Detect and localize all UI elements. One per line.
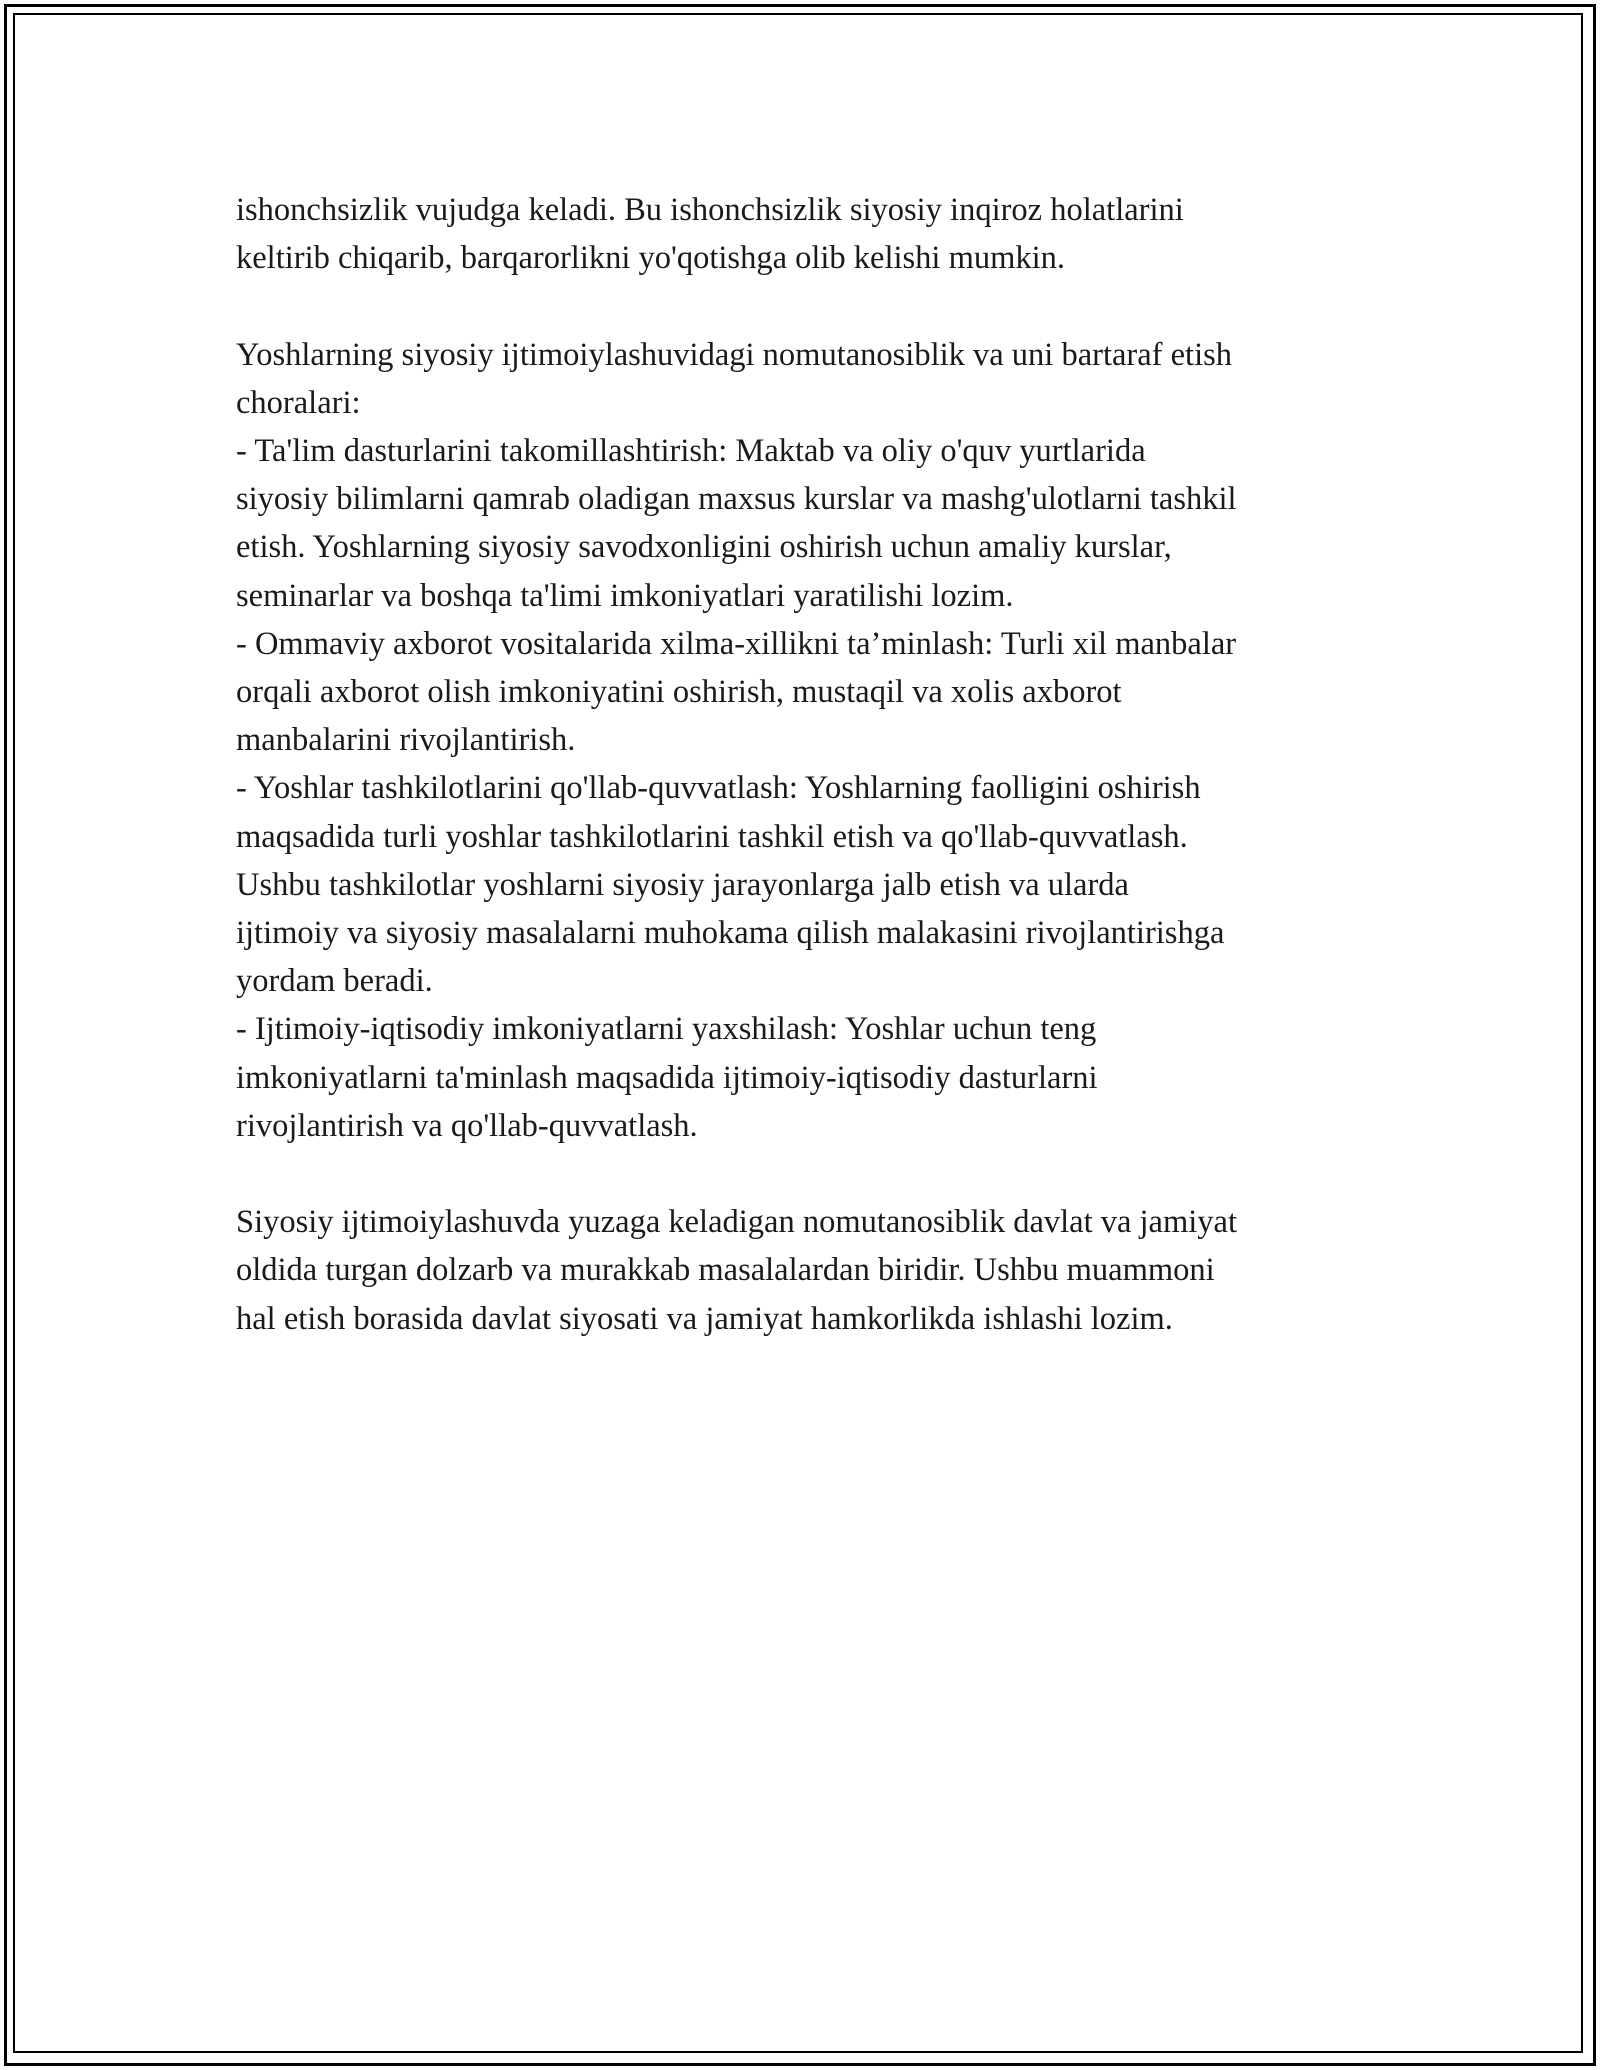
paragraph-intro: [236, 186, 1396, 282]
text-line: rivojlantirish va qo'llab-quvvatlash.: [236, 1107, 698, 1144]
paragraph-conclusion: [236, 1198, 1396, 1343]
text-line: manbalarini rivojlantirish.: [236, 722, 576, 759]
text-line: yordam beradi.: [236, 963, 433, 1000]
text-line: Siyosiy ijtimoiylashuvda yuzaga keladigan nomutanosiblik davlat va jamiyat: [236, 1204, 1237, 1241]
text-line: - Ijtimoiy-iqtisodiy imkoniyatlarni yaxshilash: Yoshlar uchun teng: [236, 1011, 1097, 1048]
text-line: maqsadida turli yoshlar tashkilotlarini tashkil etish va qo'llab-quvvatlash.: [236, 818, 1188, 855]
text-line: - Ommaviy axborot vositalarida xilma-xillikni ta’minlash: Turli xil manbalar: [236, 625, 1237, 662]
text-line: imkoniyatlarni ta'minlash maqsadida ijtimoiy-iqtisodiy dasturlarni: [236, 1059, 1098, 1096]
text-line: keltirib chiqarib, barqarorlikni yo'qotishga olib kelishi mumkin.: [236, 240, 1066, 277]
text-line: - Yoshlar tashkilotlarini qo'llab-quvvatlash: Yoshlarning faolligini oshirish: [236, 770, 1201, 807]
paragraph-measures: [236, 331, 1396, 1150]
text-line: etish. Yoshlarning siyosiy savodxonligini oshirish uchun amaliy kurslar,: [236, 529, 1172, 566]
text-line: Yoshlarning siyosiy ijtimoiylashuvidagi nomutanosiblik va uni bartaraf etish: [236, 336, 1232, 373]
text-line: seminarlar va boshqa ta'limi imkoniyatlari yaratilishi lozim.: [236, 577, 1014, 614]
text-line: hal etish borasida davlat siyosati va jamiyat hamkorlikda ishlashi lozim.: [236, 1300, 1173, 1337]
text-line: siyosiy bilimlarni qamrab oladigan maxsus kurslar va mashg'ulotlarni tashkil: [236, 481, 1237, 518]
text-line: choralari:: [236, 384, 361, 421]
text-line: Ushbu tashkilotlar yoshlarni siyosiy jarayonlarga jalb etish va ularda: [236, 866, 1129, 903]
text-line: orqali axborot olish imkoniyatini oshirish, mustaqil va xolis axborot: [236, 674, 1122, 711]
text-line: ishonchsizlik vujudga keladi. Bu ishonchsizlik siyosiy inqiroz holatlarini: [236, 192, 1184, 228]
document-body: [236, 186, 1396, 1343]
text-line: ijtimoiy va siyosiy masalalarni muhokama qilish malakasini rivojlantirishga: [236, 915, 1225, 952]
text-line: oldida turgan dolzarb va murakkab masalalardan biridir. Ushbu muammoni: [236, 1252, 1215, 1289]
text-line: - Ta'lim dasturlarini takomillashtirish: Maktab va oliy o'quv yurtlarida: [236, 433, 1146, 469]
